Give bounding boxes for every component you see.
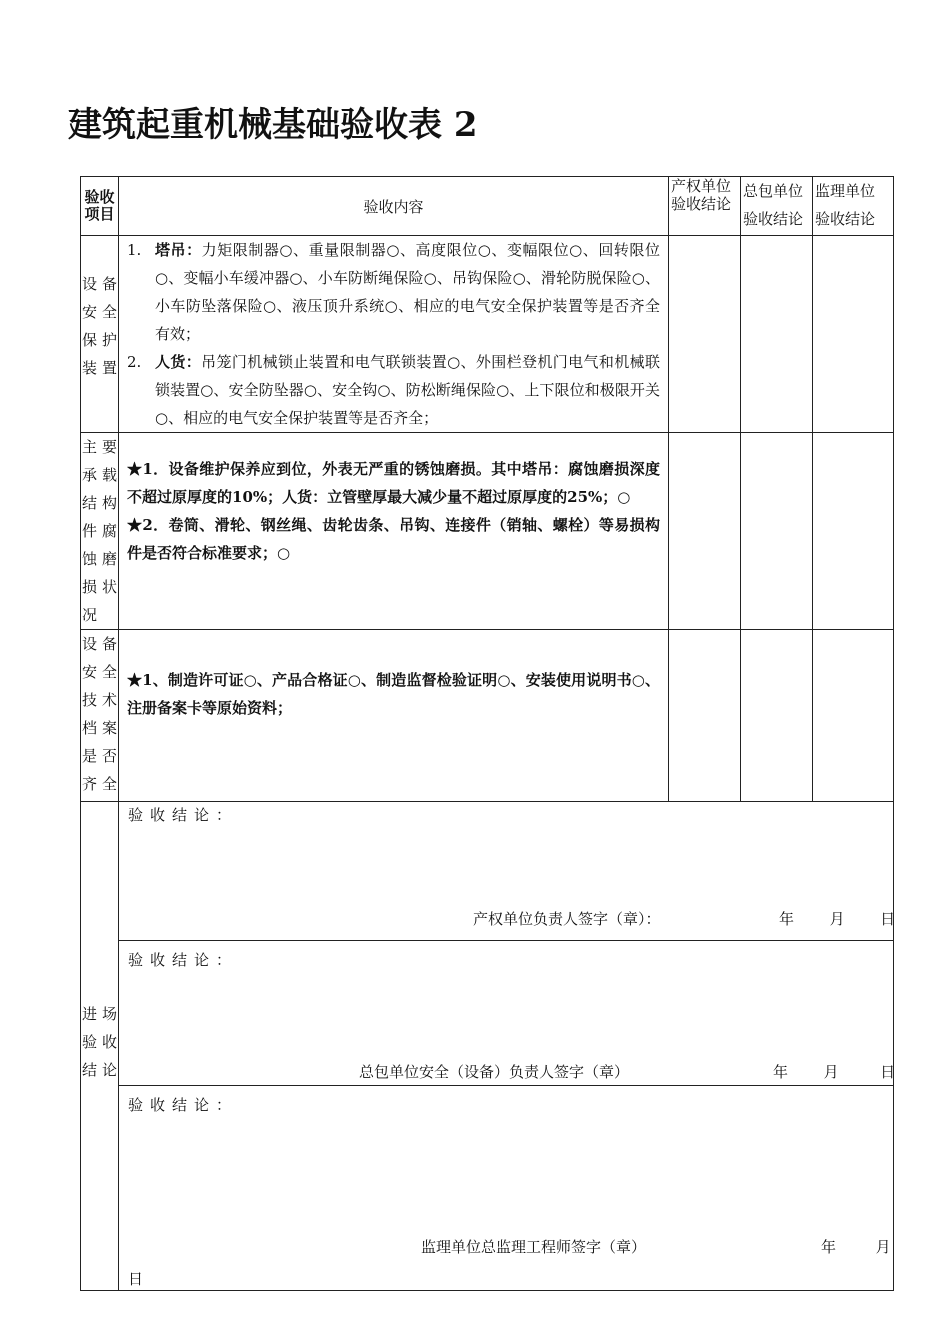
owner-conclusion-cell[interactable] xyxy=(669,433,741,630)
acceptance-table xyxy=(80,176,894,1291)
row-label-line: 设 备 xyxy=(82,635,117,653)
owner-conclusion-cell[interactable] xyxy=(669,630,741,802)
header-unit-contractor-line2: 验收结论 xyxy=(743,210,804,228)
day-label: 日 xyxy=(128,1270,144,1288)
paragraph: ★1．设备维护保养应到位，外表无严重的锈蚀磨损。其中塔吊：腐蚀磨损深度不超过原厚度的10%；人货：立管壁厚最大减少量不超过原厚度的25%；○ xyxy=(127,460,660,506)
header-item xyxy=(81,177,119,236)
header-unit-owner-line2: 验收结论 xyxy=(671,195,732,213)
header-item-line1: 验收 xyxy=(84,188,115,206)
contractor-entry-conclusion[interactable] xyxy=(119,941,894,1086)
content-technical-archive xyxy=(119,630,669,802)
row-technical-archive xyxy=(81,630,894,802)
conclusion-label: 验收结论： xyxy=(128,806,239,824)
item-number: 1. xyxy=(127,241,142,259)
month-label: 月 xyxy=(875,1238,891,1256)
entry-row-contractor xyxy=(81,941,894,1086)
date-fields xyxy=(821,1236,891,1257)
item-number: 2. xyxy=(127,353,142,371)
supervisor-conclusion-cell[interactable] xyxy=(813,630,894,802)
row-structure-corrosion xyxy=(81,433,894,630)
row-label-line: 损 状 xyxy=(82,578,117,596)
header-unit-owner xyxy=(669,177,741,236)
row-label-line: 档 案 xyxy=(82,719,117,737)
day-label: 日 xyxy=(880,910,896,928)
supervisor-conclusion-cell[interactable] xyxy=(813,433,894,630)
entry-row-supervisor xyxy=(81,1086,894,1291)
list-item xyxy=(127,348,660,432)
conclusion-label: 验收结论： xyxy=(128,951,239,969)
row-label-line: 况 xyxy=(82,606,98,624)
owner-entry-conclusion[interactable] xyxy=(119,802,894,941)
contractor-conclusion-cell[interactable] xyxy=(741,433,813,630)
content-safety-devices xyxy=(119,236,669,433)
header-unit-supervisor-line1: 监理单位 xyxy=(815,182,876,200)
paragraph: ★2．卷筒、滑轮、钢丝绳、齿轮齿条、吊钩、连接件（销轴、螺栓）等易损构件是否符合标准要求；○ xyxy=(127,516,660,562)
row-label-technical-archive xyxy=(81,630,119,802)
row-label-line: 齐全 xyxy=(82,775,117,793)
owner-signature-label: 产权单位负责人签字（章）： xyxy=(473,910,661,928)
year-label: 年 xyxy=(779,910,795,928)
day-label: 日 xyxy=(880,1063,896,1081)
row-label-line: 保 护 xyxy=(82,331,117,349)
row-label-structure-corrosion xyxy=(81,433,119,630)
row-label-line: 进 场 xyxy=(82,1005,117,1023)
contractor-conclusion-cell[interactable] xyxy=(741,236,813,433)
row-label-safety-devices xyxy=(81,236,119,433)
page-title: 建筑起重机械基础验收表 2 xyxy=(68,105,478,145)
header-unit-supervisor-line2: 验收结论 xyxy=(815,210,876,228)
row-label-line: 承 载 xyxy=(82,466,117,484)
month-label: 月 xyxy=(823,1063,839,1081)
header-unit-supervisor xyxy=(813,177,894,236)
month-label: 月 xyxy=(829,910,845,928)
row-label-line: 结论 xyxy=(82,1061,117,1079)
row-label-line: 安 全 xyxy=(82,663,117,681)
paragraph: ★1、制造许可证○、产品合格证○、制造监督检验证明○、安装使用说明书○、注册备案卡等原始资料； xyxy=(127,671,660,717)
item-text: 力矩限制器○、重量限制器○、高度限位○、变幅限位○、回转限位○、变幅小车缓冲器○、小车防断绳保险○、吊钩保险○、滑轮防脱保险○、小车防坠落保险○、液压顶升系统○、相应的电气安全保护装置等是否齐全有效； xyxy=(155,241,660,343)
year-label: 年 xyxy=(773,1063,789,1081)
row-label-entry-conclusion xyxy=(81,802,119,1291)
header-item-line2: 项目 xyxy=(84,205,115,223)
row-safety-devices xyxy=(81,236,894,433)
year-label: 年 xyxy=(821,1238,837,1256)
row-label-line: 安 全 xyxy=(82,303,117,321)
date-fields xyxy=(779,908,895,929)
list-item xyxy=(127,236,660,348)
row-label-line: 是 否 xyxy=(82,747,117,765)
header-unit-contractor-line1: 总包单位 xyxy=(743,182,804,200)
supervisor-entry-conclusion[interactable] xyxy=(119,1086,894,1291)
row-label-line: 验 收 xyxy=(82,1033,117,1051)
row-label-line: 装置 xyxy=(82,359,117,377)
row-label-line: 结 构 xyxy=(82,494,117,512)
header-content: 验收内容 xyxy=(119,177,669,236)
item-text: 吊笼门机械锁止装置和电气联锁装置○、外围栏登机门电气和机械联锁装置○、安全防坠器○、安全钩○、防松断绳保险○、上下限位和极限开关○、相应的电气安全保护装置等是否齐全； xyxy=(155,353,660,427)
contractor-signature-label: 总包单位安全（设备）负责人签字（章） xyxy=(359,1063,630,1081)
header-unit-owner-line1: 产权单位 xyxy=(671,177,732,195)
row-label-line: 主 要 xyxy=(82,438,117,456)
supervisor-conclusion-cell[interactable] xyxy=(813,236,894,433)
contractor-conclusion-cell[interactable] xyxy=(741,630,813,802)
row-label-line: 技 术 xyxy=(82,691,117,709)
date-fields xyxy=(773,1061,895,1082)
supervisor-signature-label: 监理单位总监理工程师签字（章） xyxy=(421,1238,647,1256)
item-heading: 塔吊： xyxy=(155,241,202,259)
header-unit-contractor xyxy=(741,177,813,236)
content-structure-corrosion xyxy=(119,433,669,630)
item-heading: 人货： xyxy=(155,353,202,371)
row-label-line: 蚀 磨 xyxy=(82,550,117,568)
conclusion-label: 验收结论： xyxy=(128,1096,239,1114)
owner-conclusion-cell[interactable] xyxy=(669,236,741,433)
row-label-line: 设 备 xyxy=(82,275,117,293)
header-row xyxy=(81,177,894,236)
entry-row-owner xyxy=(81,802,894,941)
row-label-line: 件 腐 xyxy=(82,522,117,540)
